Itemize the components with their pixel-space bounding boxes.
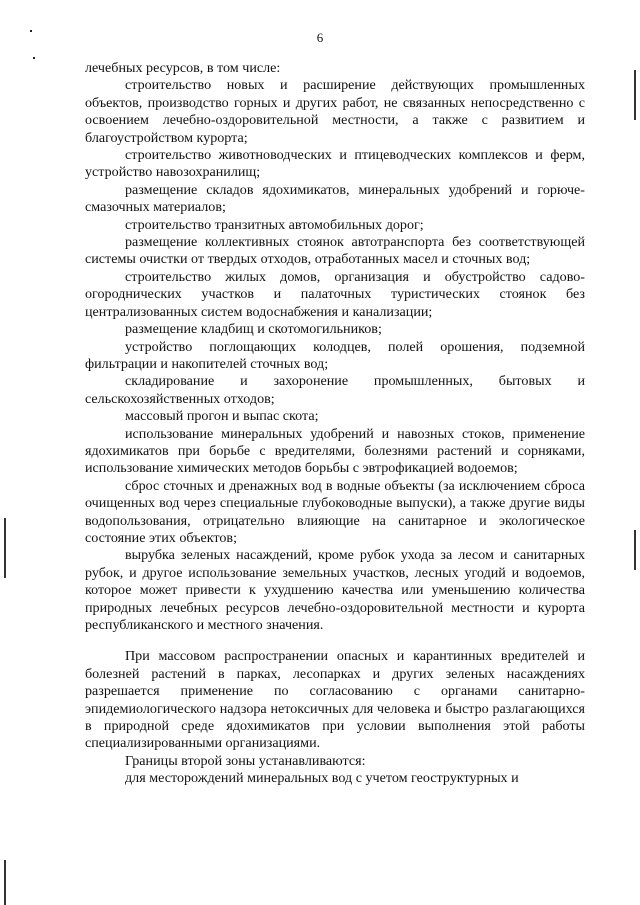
paragraph: сброс сточных и дренажных вод в водные объекты (за исключением сброса очищенных вод через специальные глубоководные выпуски), а также другие виды водопользования, отрицательно влияющие на санитарное и экологическое состояние этих объектов;	[85, 477, 585, 546]
scan-edge-line	[634, 530, 636, 570]
document-body	[85, 60, 585, 788]
scan-edge-line	[4, 860, 6, 905]
paragraph: строительство животноводческих и птицеводческих комплексов и ферм, устройство навозохранилищ;	[85, 147, 585, 181]
paragraph: размещение кладбищ и скотомогильников;	[125, 321, 382, 338]
scan-edge-line	[634, 70, 636, 120]
paragraph: При массовом распространении опасных и карантинных вредителей и болезней растений в парках, лесопарках и других зеленых насаждениях разрешается применение по согласованию с органами санитарно-эпидемиологического надзора нетоксичных для человека и быстро разлагающихся в природной среде ядохимикатов при условии выполнения этой работы специализированными организациями.	[85, 648, 585, 752]
paragraph: строительство транзитных автомобильных дорог;	[125, 216, 424, 233]
paragraph: складирование и захоронение промышленных, бытовых и сельскохозяйственных отходов;	[85, 373, 585, 407]
scan-speck	[33, 57, 35, 59]
paragraph: Границы второй зоны устанавливаются:	[125, 752, 366, 769]
page-number: 6	[316, 30, 324, 45]
paragraph: строительство новых и расширение действующих промышленных объектов, производство горных и других работ, не связанных непосредственно с освоением лечебно-оздоровительной местности, а также с развитием и благоустройством курорта;	[85, 77, 585, 146]
paragraph: вырубка зеленых насаждений, кроме рубок ухода за лесом и санитарных рубок, и другое использование земельных участков, лесных угодий и водоемов, которое может привести к ухудшению качества или уменьшению количества природных лечебных ресурсов лечебно-оздоровительной местности и курорта республиканского и местного значения.	[85, 547, 585, 633]
paragraph: для месторождений минеральных вод с учетом геоструктурных и	[125, 770, 519, 787]
paragraph: размещение складов ядохимикатов, минеральных удобрений и горюче-смазочных материалов;	[85, 181, 585, 216]
paragraph: размещение коллективных стоянок автотранспорта без соответствующей системы очистки от твердых отходов, отработанных масел и сточных вод;	[85, 234, 585, 268]
paragraph: массовый прогон и выпас скота;	[125, 408, 319, 425]
scan-edge-line	[4, 518, 6, 578]
paragraph: устройство поглощающих колодцев, полей орошения, подземной фильтрации и накопителей сточных вод;	[85, 338, 585, 372]
paragraph: использование минеральных удобрений и навозных стоков, применение ядохимикатов при борьбе с вредителями, болезнями растений и сорняками, использование химических методов борьбы с эвтрофикацией водоемов;	[85, 425, 585, 477]
paragraph: лечебных ресурсов, в том числе:	[85, 60, 281, 76]
paragraph: строительство жилых домов, организация и обустройство садово-огороднических участков и палаточных туристических стоянок без централизованных систем водоснабжения и канализации;	[85, 268, 585, 320]
